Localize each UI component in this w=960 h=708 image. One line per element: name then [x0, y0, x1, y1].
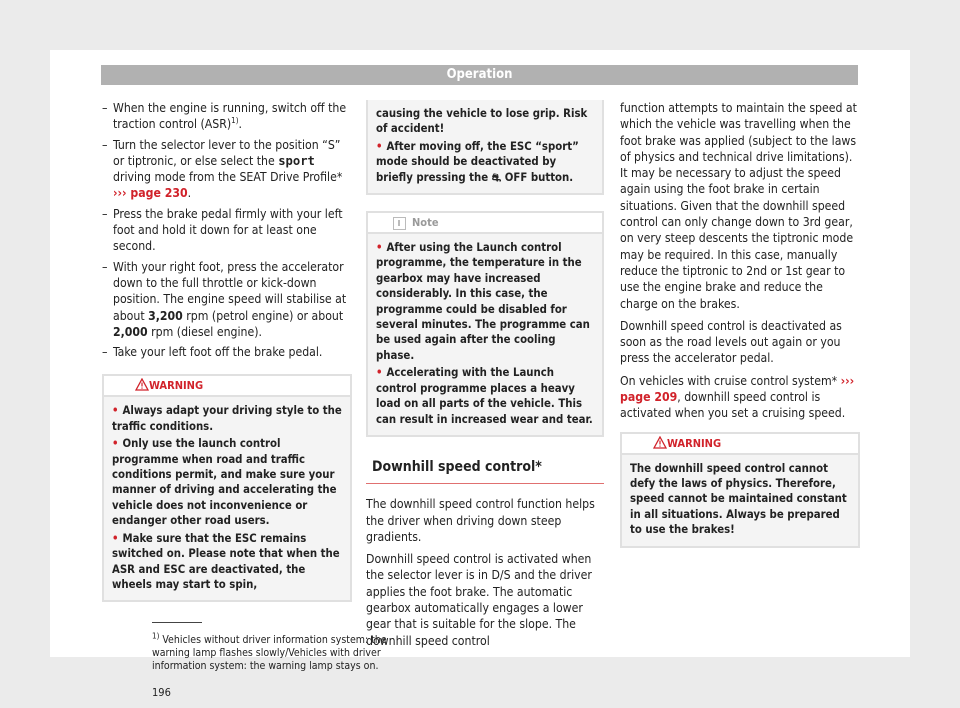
column-2 [366, 100, 604, 655]
footnote: $^{1)}$ Vehicles without driver information system: the warning lamp flashes slowly/Vehicles with driver information system: the warning lamp stays on. [152, 631, 387, 672]
warning-box [102, 374, 352, 602]
column-3 [620, 100, 860, 548]
note-header: Note [368, 213, 602, 234]
page-number: 196 [152, 686, 171, 699]
list-item: – Turn the selector lever to the position “S” or tiptronic, or else select the sport driving mode from the SEAT Drive Profile* ››› page 230. [102, 137, 352, 202]
list-item: • Accelerating with the Launch control programme places a heavy load on all parts of the vehicle. This can result in increased wear and tear. [376, 366, 593, 426]
sport-mode-label: sport [278, 153, 315, 168]
warning-header: WARNING [622, 434, 858, 455]
section-title: Downhill speed control* [366, 451, 604, 484]
list-item: • After using the Launch control programme, the temperature in the gearbox may have increased considerably. In this case, the programme could be disabled for several minutes. The programme can be used again after the cooling phase. [376, 241, 590, 362]
list-item: • Only use the launch control programme when road and traffic conditions permit, and make sure your manner of driving and accelerating the vehicle does not inconvenience or endanger other road users. [112, 437, 337, 528]
list-item: • Always adapt your driving style to the traffic conditions. [112, 404, 342, 433]
warning-header: WARNING [104, 376, 350, 397]
footnote-divider [152, 622, 202, 623]
note-box [366, 211, 604, 437]
list-item: • Make sure that the ESC remains switched on. Please note that when the ASR and ESC are deactivated, the wheels may start to spin, [112, 531, 340, 591]
list-item: • After moving off, the ESC “sport” mode should be deactivated by briefly pressing the ⛐ OFF button. [376, 139, 579, 184]
page-header: Operation [101, 65, 858, 85]
column-1 [102, 100, 352, 602]
paragraph: Downhill speed control is deactivated as soon as the road levels out again or you press the accelerator pedal. [620, 318, 842, 366]
paragraph: Downhill speed control is activated when the selector lever is in D/S and the driver applies the foot brake. The automatic gearbox automatically engages a lower gear that is suitable for the slope. The downhill speed control [366, 552, 592, 648]
paragraph: The downhill speed control function helps the driver when driving down steep gradients. [366, 497, 595, 544]
warning-triangle-icon [653, 436, 667, 449]
page-link[interactable]: ››› page 230 [113, 186, 188, 201]
paragraph: function attempts to maintain the speed at which the vehicle was travelling when the foot brake was applied (subject to the laws of physics and technical drive limitations). It may be necessary to adjust the speed again using the foot brake in certain situations. Given that the downhill speed control can only change down to 3rd gear, on very steep descents the tiptronic mode may be required. In this case, manually reduce the tiptronic to 2nd or 1st gear to use the engine brake and reduce the charge on the brakes. [620, 101, 857, 311]
esc-off-icon: ⛐ [491, 170, 502, 184]
list-item: – Press the brake pedal firmly with your left foot and hold it down for at least one second. [102, 206, 352, 255]
page-link[interactable]: ››› page 209 [620, 373, 855, 405]
paragraph: On vehicles with cruise control system* ››› page 209, downhill speed control is activated when you set a cruising speed. [620, 373, 855, 421]
list-item: – With your right foot, press the accelerator down to the full throttle or kick-down position. The engine speed will stabilise at about 3,200 rpm (petrol engine) or about 2,000 rpm (diesel engine). [102, 259, 352, 340]
page [50, 50, 910, 699]
warning-continuation: causing the vehicle to lose grip. Risk of accident! • After moving off, the ESC “sport” mode should be deactivated by briefly pressing the ⛐ OFF button. [366, 100, 604, 195]
warning-triangle-icon [135, 378, 149, 391]
list-item: – When the engine is running, switch off the traction control (ASR)$^{1)}$. [102, 100, 352, 133]
info-icon [393, 217, 406, 230]
warning-box: WARNING The downhill speed control cannot defy the laws of physics. Therefore, speed cannot be maintained constant in all situations. Always be prepared to use the brakes! [620, 432, 860, 548]
list-item: – Take your left foot off the brake pedal. [102, 344, 352, 360]
procedure-list [102, 100, 352, 360]
